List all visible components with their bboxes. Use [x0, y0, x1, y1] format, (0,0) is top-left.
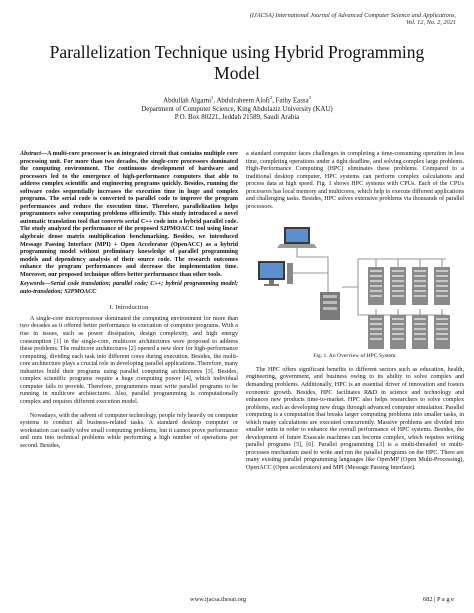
keywords — [20, 281, 238, 296]
journal-volume: Vol. 12, No. 2, 2021 — [405, 19, 456, 27]
figure-caption: Fig. 1. An Overview of HPC System. — [313, 353, 397, 360]
footer-url[interactable]: www.ijacsa.thesai.org — [190, 596, 247, 603]
right-paragraph-2: The HPC offers significant benefits to different sectors such as education, health, engineering, government, and business owing to its ability to solve complex and demanding problems. Additionally, HPC is an essential driver of innovation and fosters economic growth. Besides, HPC facilitates R&D in science and technology and enhances new products time-to-market. HPC also helps researchers to solve complex problems, such as developing new drugs through advanced computer simulation. Parallel computing is a computation that breaks larger computing problems into smaller tasks, in which many calculations are executed concurrently. Massive problems are divided into smaller units in order to enhance the overall performance of HPC systems. Besides, the development of future Exascale machines can become complex, which requires writing parallel programs [5], [6]. Parallel programming [3] is a multi-threaded or multi-processes mechanism used to write and run the parallel programs on the HPC. There are many existing parallel programming languages like OpenMP (Open Multi-Processing), OpenACC (Open accelerators) and MPI (Message Passing Interface). — [246, 366, 464, 472]
server-rack-bottom-row — [368, 315, 450, 349]
desktop-icon — [258, 261, 293, 286]
hpc-diagram — [246, 217, 464, 352]
hpc-figure — [246, 217, 464, 352]
page-footer — [20, 596, 454, 606]
section-heading-introduction: I. Introduction — [109, 304, 149, 312]
server-rack-top-row — [368, 267, 450, 305]
author-address: P.O. Box 80221, Jeddah 21589, Saudi Arabia — [174, 114, 300, 122]
abstract — [20, 151, 238, 279]
head-node-icon — [320, 292, 340, 320]
intro-paragraph-1: A single-core microprocessor dominated the computing environment for more than two decades as it offered better performance in execution of computer programs. With a rise in issues, such as power dissipation, design complexity, and high energy consumption [1] in the single-core, multicore architectures were proposed to address these problems. The multicore architectures [2] opened a new door for high-performance computing, dividing each task into different cores during execution. Besides, the multi-core architecture plays a crucial role in developing parallel applications. Therefore, many industries build their programs using parallel computing architectures [3]. Besides, complex scientific programs require a huge computing power [4], which individual computer fails to provide. Therefore, programmers must write parallel programs to be running in multicore architectures. Also, parallel programming is computationally complex and requires different execution model. — [20, 315, 238, 405]
journal-header — [156, 12, 456, 27]
journal-name: (IJACSA) International Journal of Advanced Computer Science and Applications, — [249, 12, 456, 19]
right-paragraph-1: a standard computer faces challenges in completing a time-consuming operation in less time, completing operations under a tight deadline, and solving complex large problems. High-Performance Computing (HPC) eliminates these problems. Compared to a traditional desktop computer, HPC systems can perform complex calculations and process data at high speed. Fig. 1 shows HPC systems with CPUs. Each of the CPUs processors has local memory and multicores, which help to execute different applications and challenging tasks. Besides, HPC solves extensive problems via thousands of parallel processors. — [246, 151, 464, 210]
title-line-2: Model — [214, 63, 260, 83]
abstract-text: —A multi-core processor is an integrated circuit that contains multiple core processing unit. For more than two decades, the single-core processors dominated the computing environment. The continuous development of hardware and processors led to the emergence of high-performance computers that able to address complex scientific and engineering programs quickly. Besides, running the software codes sequentially increases the execution time in huge and complex programs. The serial code is converted to parallel code to improve the program performances and reduce the execution time. Therefore, parallelization helps programmers solve computing problems efficiently. This study introduced a novel automatic translation tool that converts serial C++ code into a hybrid parallel code. The study analyzed the performance of the proposed S2PMOACC tool using linear algebraic dense matrix multiplication benchmarking. Besides, we introduced Message Passing Interface (MPI) + Open Accelerator (OpenACC) as a hybrid programming model without preliminary knowledge of parallel programming models and dependency analysis of their source code. The research outcomes enhance the program performances and decrease the implementation time. Moreover, our proposed technique offers better performance than other tools. — [20, 151, 238, 278]
title-line-1: Parallelization Technique using Hybrid Programming — [49, 42, 425, 62]
laptop-icon — [277, 227, 317, 248]
page-number: 682 | P a g e — [422, 596, 454, 603]
abstract-lead: Abstract — [20, 151, 41, 157]
left-column — [20, 151, 238, 451]
author-names: Abdullah Algarni$^1$, Abdulraheem Alofi$^2$, Fathy Eassa$^3$ — [163, 95, 311, 105]
right-column — [246, 151, 464, 474]
paper-title — [14, 42, 460, 84]
keywords-lead: Keywords — [20, 281, 45, 288]
author-block — [14, 94, 460, 123]
author-department: Department of Computer Science, King Abdulaziz University (KAU) — [141, 105, 333, 113]
keywords-text: —Serial code translation; parallel code; C++; hybrid programming model; auto-translation; S2PMOACC — [20, 281, 238, 295]
intro-paragraph-2: Nowadays, with the advent of computer technology, people rely heavily on computer systems to conduct all business-related tasks. A standard desktop computer or workstation can easily solve small computing problems, but it cannot prove performance and runs into technical problems while performing a high number of operations per second. Besides, — [20, 412, 238, 449]
